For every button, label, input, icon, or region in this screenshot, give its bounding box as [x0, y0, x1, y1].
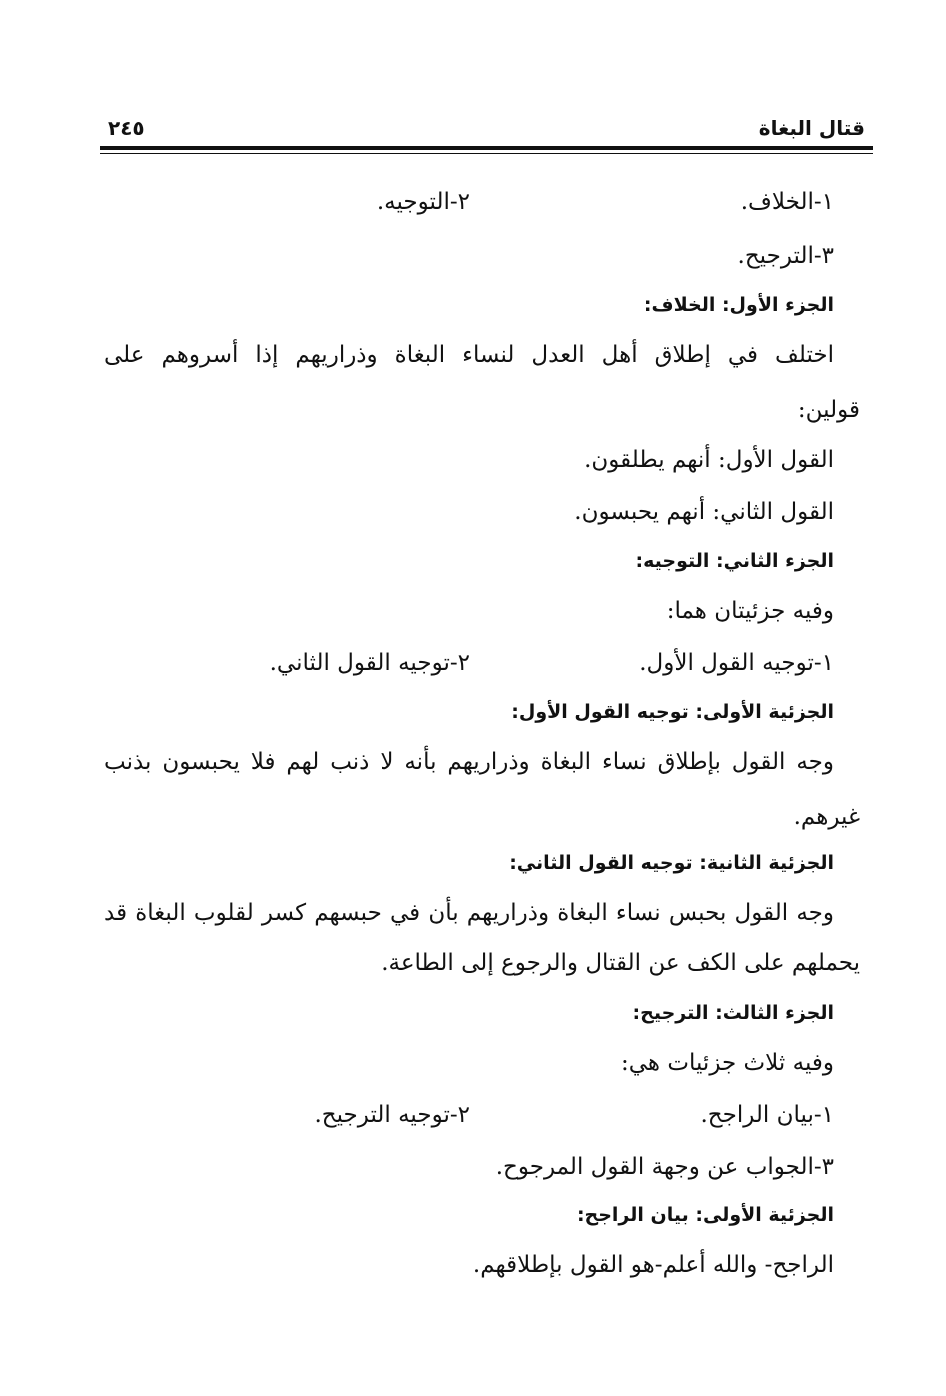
sub-2-line-2: يحملهم على الكف عن القتال والرجوع إلى الطاعة. [381, 950, 860, 976]
part-2-item-1: ١-توجيه القول الأول. [639, 650, 834, 676]
heading-sub-2: الجزئية الثانية: توجيه القول الثاني: [509, 852, 834, 874]
page-header [100, 108, 865, 148]
sub-3-line-1: الراجح- والله أعلم-هو القول بإطلاقهم. [472, 1252, 834, 1278]
heading-part-3: الجزء الثالث: الترجيح: [632, 1002, 834, 1024]
part-2-intro: وفيه جزئيتان هما: [666, 598, 834, 624]
heading-part-2: الجزء الثاني: التوجيه: [635, 550, 834, 572]
heading-sub-1: الجزئية الأولى: توجيه القول الأول: [511, 701, 834, 723]
paragraph-1-line-2: قولين: [797, 397, 860, 423]
header-rule-thin [100, 153, 873, 154]
outline-item-1: ١-الخلاف. [740, 189, 834, 215]
part-3-item-1: ١-بيان الراجح. [700, 1102, 834, 1128]
page-number: ٢٤٥ [108, 116, 145, 140]
opinion-2: القول الثاني: أنهم يحبسون. [574, 499, 834, 525]
part-2-item-2: ٢-توجيه القول الثاني. [269, 650, 470, 676]
header-rule-thick [100, 146, 873, 150]
outline-item-2: ٢-التوجيه. [376, 189, 470, 215]
part-3-intro: وفيه ثلاث جزئيات هي: [620, 1050, 834, 1076]
opinion-1: القول الأول: أنهم يطلقون. [584, 447, 834, 473]
sub-2-line-1: وجه القول بحبس نساء البغاة وذراريهم بأن في حبسهم كسر لقلوب البغاة قد [104, 900, 834, 926]
paragraph-1-line-1: اختلف في إطلاق أهل العدل لنساء البغاة وذراريهم إذا أسروهم على [104, 342, 834, 368]
heading-sub-3: الجزئية الأولى: بيان الراجح: [576, 1204, 834, 1226]
sub-1-line-1: وجه القول بإطلاق نساء البغاة وذراريهم بأنه لا ذنب لهم فلا يحبسون بذنب [104, 749, 834, 775]
outline-item-3: ٣-الترجيح. [737, 243, 834, 269]
running-title: قتال البغاة [758, 116, 865, 140]
heading-part-1: الجزء الأول: الخلاف: [643, 294, 834, 316]
part-3-item-2: ٢-توجيه الترجيح. [314, 1102, 470, 1128]
part-3-item-3: ٣-الجواب عن وجهة القول المرجوح. [495, 1154, 834, 1180]
sub-1-line-2: غيرهم. [793, 804, 860, 830]
